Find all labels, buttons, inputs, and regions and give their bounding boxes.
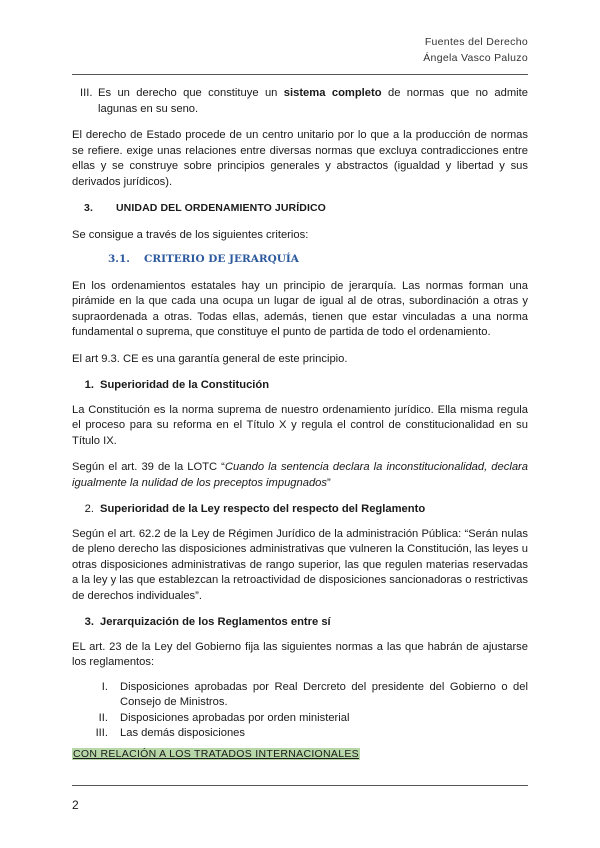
- page-number: 2: [72, 798, 79, 812]
- numbered-heading: [72, 378, 528, 394]
- paragraph: El derecho de Estado procede de un centro unitario por lo que a la producción de normas se refiere. exige unas relaciones entre diversas normas que excluya contradicciones entre ellas y se construye sobre principios generales y abstractos (igualdad y libertad y sus derivados jurídicos).: [72, 129, 528, 188]
- header-author: Ángela Vasco Paluzo: [423, 52, 528, 64]
- heading-title: Jerarquización de los Reglamentos entre sí: [100, 616, 331, 628]
- list-item: [72, 726, 528, 742]
- paragraph: La Constitución es la norma suprema de nuestro ordenamiento jurídico. Ella misma regula el proceso para su reforma en el Título X y regula el control de constitucionalidad en su Título IX.: [72, 403, 528, 447]
- text-run: ”: [327, 476, 331, 489]
- text-run: de normas que no admite lagunas en su seno.: [98, 87, 528, 115]
- footer-rule: [72, 785, 528, 786]
- heading-number: 3.: [84, 616, 94, 628]
- subsection-number: 3.1.: [108, 253, 130, 265]
- paragraph: EL art. 23 de la Ley del Gobierno fija las siguientes normas a las que habrán de ajustarse los reglamentos:: [72, 640, 528, 668]
- roman-list: [72, 680, 528, 742]
- heading-title: Superioridad de la Ley respecto del respecto del Reglamento: [100, 503, 426, 515]
- list-item: [72, 86, 528, 117]
- list-text: Disposiciones aprobadas por orden ministerial: [120, 711, 350, 724]
- paragraph: En los ordenamientos estatales hay un principio de jerarquía. Las normas forman una pirámide en la que cada una ocupa un lugar de igual al de otras, subordinación a otras y supraordenada a otras. Todas ellas, además, tienen que estar vinculadas a una norma fundamental o suprema, que constituye el punto de partida de todo el ordenamiento.: [72, 279, 528, 338]
- section-number: 3.: [84, 202, 93, 214]
- numbered-heading: [72, 502, 528, 518]
- list-item: [72, 680, 528, 711]
- subsection-heading: [72, 252, 528, 268]
- italic-quote: Cuando la sentencia declara la inconstitucionalidad, declara igualmente la nulidad de los preceptos impugnados: [72, 461, 528, 489]
- list-number: I.: [101, 680, 108, 693]
- paragraph: Según el art. 62.2 de la Ley de Régimen Jurídico de la administración Pública: “Serán nulas de pleno derecho las disposiciones administrativas que vulneren la Constitución, las leyes u otras disposiciones administrativas de rango superior, las que regulen materias reservadas a la ley y las que establezcan la retroactividad de disposiciones sancionadoras o restrictivas de derechos individuales”.: [72, 527, 528, 602]
- paragraph: [72, 460, 528, 491]
- section-heading: [72, 201, 528, 217]
- heading-number: 1.: [84, 379, 94, 391]
- text-run: Según el art. 39 de la LOTC “: [72, 461, 225, 473]
- page-header: [423, 34, 528, 66]
- list-number: II.: [98, 711, 108, 724]
- list-text: Disposiciones aprobadas por Real Dercreto del presidente del Gobierno o del Consejo de Ministros.: [120, 680, 528, 708]
- numbered-heading: [72, 615, 528, 631]
- list-number: III.: [80, 87, 93, 99]
- list-text: [98, 86, 528, 117]
- paragraph: El art 9.3. CE es una garantía general de este principio.: [72, 352, 348, 365]
- page-body: [72, 86, 528, 742]
- text-run: Es un derecho que constituye un: [98, 87, 284, 99]
- subsection-title: CRITERIO DE JERARQUÍA: [144, 253, 299, 265]
- paragraph: Se consigue a través de los siguientes criterios:: [72, 228, 309, 241]
- header-title: Fuentes del Derecho: [424, 36, 528, 48]
- list-text: Las demás disposiciones: [120, 727, 245, 739]
- header-rule: [72, 74, 528, 75]
- highlighted-heading: CON RELACIÓN A LOS TRATADOS INTERNACIONALES: [73, 748, 359, 760]
- heading-title: Superioridad de la Constitución: [100, 379, 270, 391]
- bold-run: sistema completo: [283, 87, 382, 99]
- heading-number: 2.: [84, 503, 94, 515]
- list-number: III.: [95, 727, 108, 739]
- list-item: [72, 711, 528, 727]
- section-title: UNIDAD DEL ORDENAMIENTO JURÍDICO: [116, 202, 326, 214]
